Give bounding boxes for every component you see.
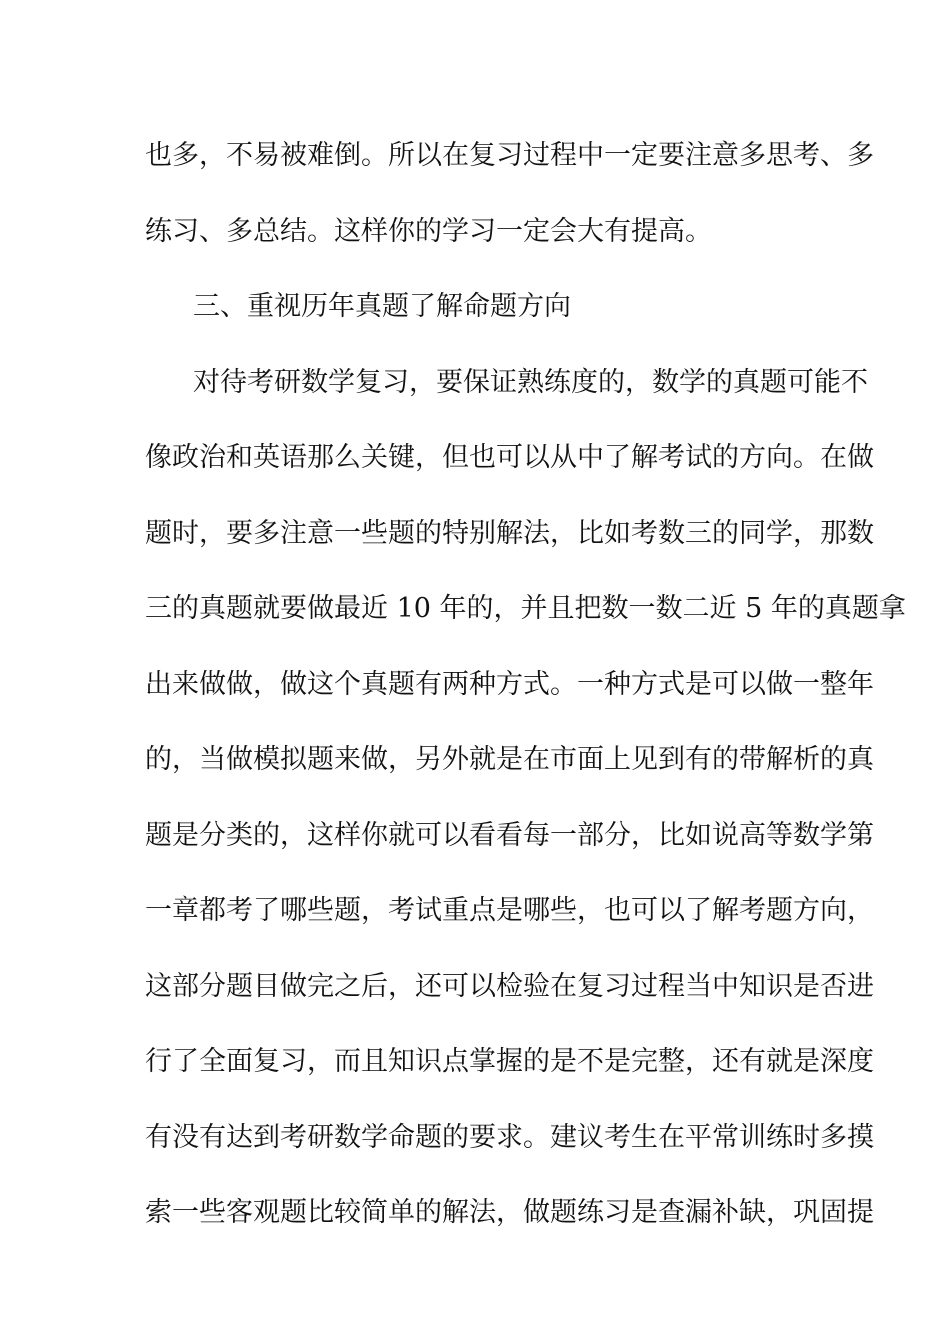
text-line-6: 题时，要多注意一些题的特别解法，比如考数三的同学，那数 [145,517,874,549]
text-line-14: 有没有达到考研数学命题的要求。建议考生在平常训练时多摸 [145,1121,874,1153]
text-line-12: 这部分题目做完之后，还可以检验在复习过程当中知识是否进 [145,970,874,1002]
text-line-9: 的，当做模拟题来做，另外就是在市面上见到有的带解析的真 [145,744,874,775]
text-line-1: 也多，不易被难倒。所以在复习过程中一定要注意多思考、多 [145,140,874,171]
text-line-5: 像政治和英语那么关键，但也可以从中了解考试的方向。在做 [145,442,874,473]
text-line-11: 一章都考了哪些题，考试重点是哪些，也可以了解考题方向， [145,895,874,926]
text-line-8: 出来做做，做这个真题有两种方式。一种方式是可以做一整年 [145,668,874,700]
section-heading: 三、重视历年真题了解命题方向 [193,291,571,322]
text-line-10: 题是分类的，这样你就可以看看每一部分，比如说高等数学第 [145,819,874,851]
text-line-15: 索一些客观题比较简单的解法，做题练习是查漏补缺，巩固提 [145,1197,874,1228]
text-line-13: 行了全面复习，而且知识点掌握的是不是完整，还有就是深度 [145,1046,874,1077]
text-line-4: 对待考研数学复习，要保证熟练度的，数学的真题可能不 [193,366,868,398]
document-body [145,128,906,1261]
text-line-2: 练习、多总结。这样你的学习一定会大有提高。 [145,215,712,247]
text-line-7: 三的真题就要做最近 10 年的，并且把数一数二近 5 年的真题拿 [145,593,906,624]
